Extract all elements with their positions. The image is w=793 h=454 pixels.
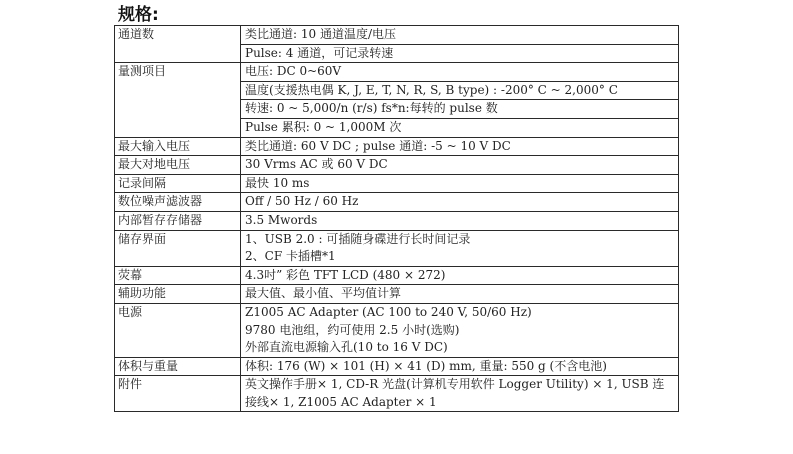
row-value: 1、USB 2.0 : 可插随身碟进行长时间记录 2、CF 卡插槽*1: [241, 230, 679, 266]
row-label: 电源: [115, 303, 241, 357]
spec-title: 规格:: [118, 5, 159, 25]
spec-table: [114, 25, 679, 412]
row-value: 转速: 0 ~ 5,000/n (r/s) fs*n:每转的 pulse 数: [241, 100, 679, 119]
row-label: 附件: [115, 376, 241, 412]
row-value: 最快 10 ms: [241, 174, 679, 193]
row-value: 最大值、最小值、平均值计算: [241, 285, 679, 304]
table-row: [115, 63, 679, 82]
row-value: Pulse: 4 通道，可记录转速: [241, 44, 679, 63]
table-row: [115, 285, 679, 304]
row-label: 体积与重量: [115, 357, 241, 376]
row-value: 温度(支援热电偶 K, J, E, T, N, R, S, B type) : -200° C ~ 2,000° C: [241, 81, 679, 100]
row-value: 30 Vrms AC 或 60 V DC: [241, 156, 679, 175]
row-value: 类比通道: 60 V DC ; pulse 通道: -5 ~ 10 V DC: [241, 137, 679, 156]
table-row: [115, 137, 679, 156]
table-row: [115, 156, 679, 175]
row-value: Pulse 累积: 0 ~ 1,000M 次: [241, 118, 679, 137]
row-label: 数位噪声滤波器: [115, 193, 241, 212]
row-label: 内部暂存存储器: [115, 211, 241, 230]
row-value: 英文操作手册× 1, CD-R 光盘(计算机专用软件 Logger Utility) × 1, USB 连接线× 1, Z1005 AC Adapter × 1: [241, 376, 679, 412]
row-value: 电压: DC 0~60V: [241, 63, 679, 82]
table-row: [115, 230, 679, 266]
row-label: 辅助功能: [115, 285, 241, 304]
row-label: 量测项目: [115, 63, 241, 137]
row-value: 体积: 176 (W) × 101 (H) × 41 (D) mm, 重量: 550 g (不含电池): [241, 357, 679, 376]
row-label: 最大输入电压: [115, 137, 241, 156]
row-value: Z1005 AC Adapter (AC 100 to 240 V, 50/60 Hz) 9780 电池组，约可使用 2.5 小时(选购) 外部直流电源输入孔(10 to 16 V DC): [241, 303, 679, 357]
row-value: 3.5 Mwords: [241, 211, 679, 230]
table-row: [115, 266, 679, 285]
row-value: Off / 50 Hz / 60 Hz: [241, 193, 679, 212]
table-row: [115, 193, 679, 212]
table-row: [115, 376, 679, 412]
table-row: [115, 211, 679, 230]
row-label: 储存界面: [115, 230, 241, 266]
row-label: 记录间隔: [115, 174, 241, 193]
table-row: [115, 174, 679, 193]
row-value: 类比通道: 10 通道温度/电压: [241, 26, 679, 45]
table-row: [115, 357, 679, 376]
row-label: 通道数: [115, 26, 241, 63]
row-value: 4.3吋” 彩色 TFT LCD (480 × 272): [241, 266, 679, 285]
table-row: [115, 26, 679, 45]
row-label: 最大对地电压: [115, 156, 241, 175]
row-label: 荧幕: [115, 266, 241, 285]
table-row: [115, 303, 679, 357]
